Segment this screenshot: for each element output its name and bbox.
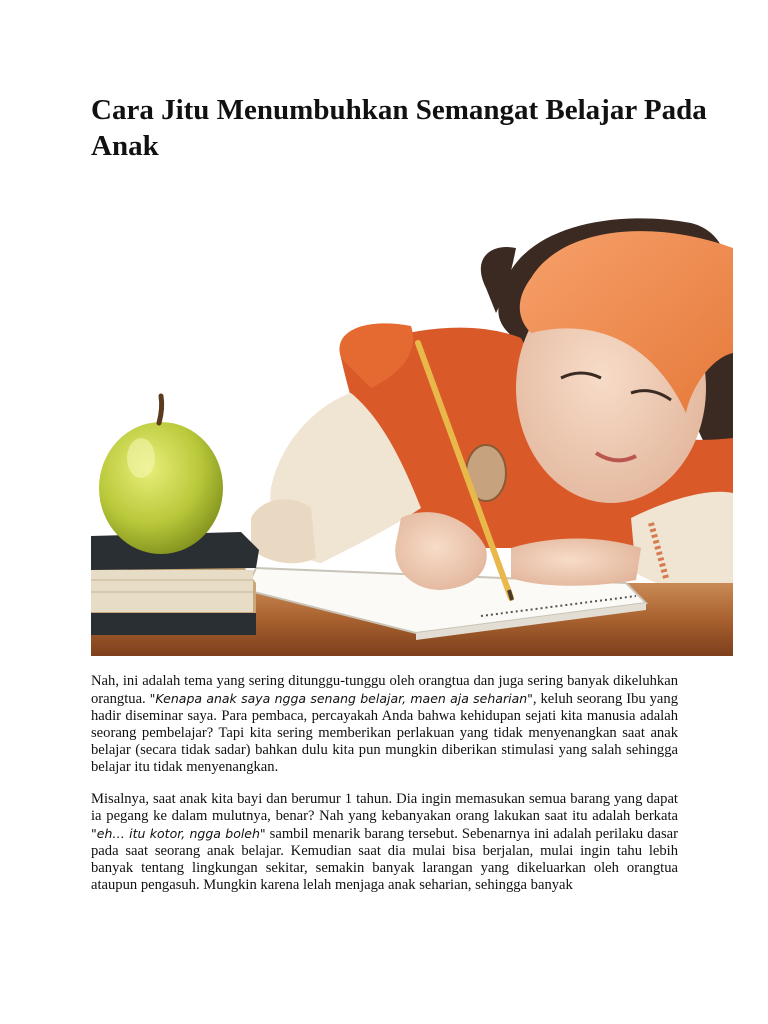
- paragraph-2-quote: "eh… itu kotor, ngga boleh": [91, 826, 266, 841]
- paragraph-1-quote: "Kenapa anak saya ngga senang belajar, maen aja seharian": [149, 691, 533, 706]
- article-photo: [91, 218, 733, 656]
- paragraph-1-text-a: Nah, ini adalah tema yang sering ditunggu-tunggu oleh orangtua dan juga sering banyak dikeluhkan orangtua.: [91, 673, 678, 707]
- paragraph-1: [91, 673, 678, 776]
- paragraph-2-text-a: Misalnya, saat anak kita bayi dan berumur 1 tahun. Dia ingin memasukan semua barang yang dapat ia pegang ke dalam mulutnya, benar? Nah yang kebanyakan orang lakukan saat itu adalah berkata: [91, 791, 678, 824]
- hand-right-shape: [511, 539, 641, 586]
- paragraph-2: [91, 791, 678, 894]
- apple-shape: [99, 422, 223, 554]
- paragraph-1-text-b: , keluh seorang Ibu yang hadir diseminar saya. Para pembaca, percayakah Anda bahwa kehidupan sejati kita manusia adalah seorang pembelajar? Tapi kita sering memberikan perlakuan yang tidak menyenangkan saat anak belajar (secara tidak sadar) bahkan dulu kita pun mungkin diberikan stimulasi yang salah sehingga belajar itu tidak menyenangkan.: [91, 691, 678, 775]
- girl-writing-illustration: [91, 218, 733, 656]
- paragraph-2-text-b: sambil menarik barang tersebut. Sebenarnya ini adalah perilaku dasar pada saat seorang anak belajar. Kemudian saat dia mulai bisa berjalan, mulai ingin tahu lebih banyak tentang lingkungan sekitar, semakin banyak larangan yang dikeluarkan oleh orangtua ataupun pengasuh. Mungkin karena lelah menjaga anak seharian, sehingga banyak: [91, 826, 679, 893]
- article-title: Cara Jitu Menumbuhkan Semangat Belajar Pada Anak: [91, 94, 707, 162]
